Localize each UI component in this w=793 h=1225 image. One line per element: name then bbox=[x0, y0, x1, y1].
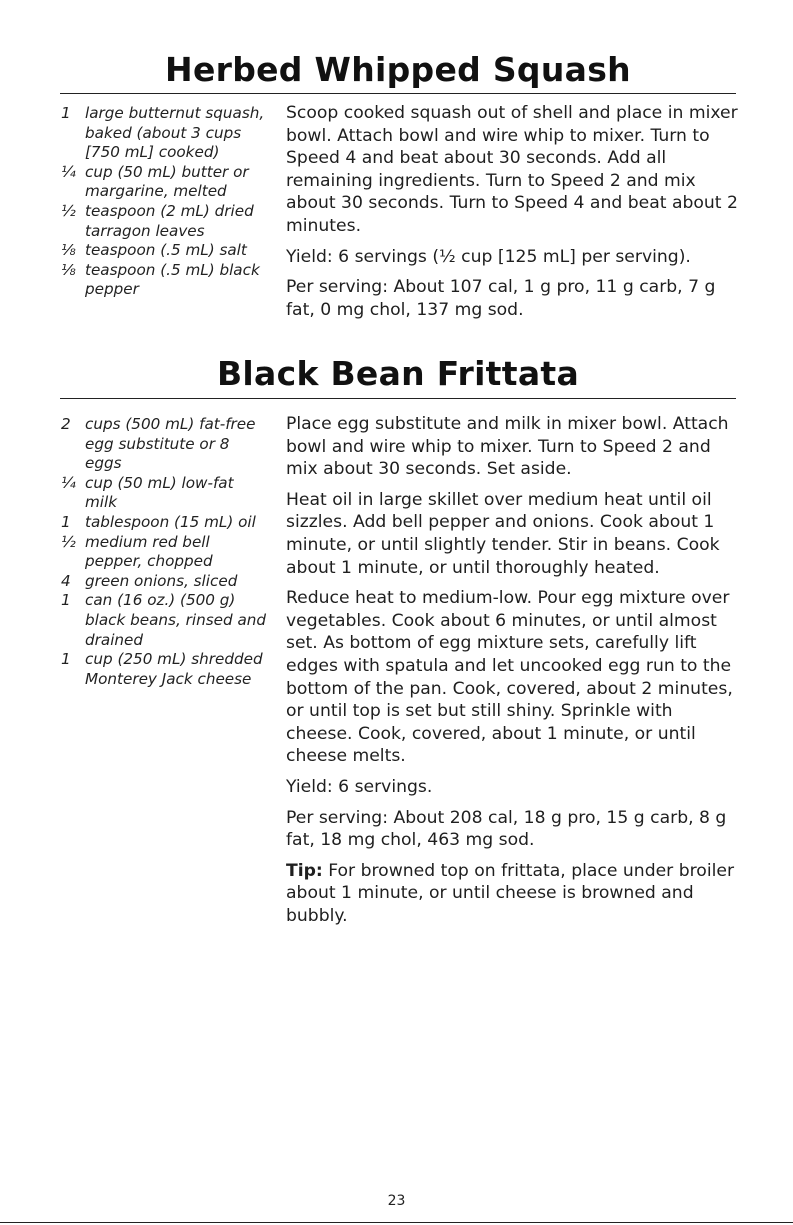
ingredient-quantity: ½ bbox=[61, 532, 76, 551]
ingredient-item bbox=[60, 513, 270, 533]
ingredient-item bbox=[60, 241, 270, 261]
recipe-title: Herbed Whipped Squash bbox=[165, 50, 631, 89]
ingredient-quantity: 2 bbox=[61, 415, 71, 433]
ingredient-quantity: 1 bbox=[61, 512, 71, 531]
instructions bbox=[286, 413, 741, 935]
tip-text: For browned top on frittata, place under broiler about 1 minute, or until cheese is browned and bubbly. bbox=[286, 860, 735, 926]
instruction-paragraph: Scoop cooked squash out of shell and place in mixer bowl. Attach bowl and wire whip to mixer. Turn to Speed 4 and beat about 30 seconds. Add all remaining ingredients. Turn to Speed 2 and mix about 30 seconds. Turn to Speed 4 and beat about 2 minutes. bbox=[286, 103, 738, 236]
yield-text: Yield: 6 servings. bbox=[286, 776, 433, 797]
tip-label: Tip: bbox=[286, 860, 323, 881]
ingredient-item bbox=[60, 650, 270, 689]
ingredient-text: cups (500 mL) fat-free egg substitute or 8 eggs bbox=[85, 415, 256, 473]
ingredient-text: cup (250 mL) shredded Monterey Jack cheese bbox=[85, 650, 263, 688]
ingredient-text: teaspoon (2 mL) dried tarragon leaves bbox=[85, 201, 254, 240]
ingredient-item bbox=[60, 163, 270, 202]
ingredient-text: cup (50 mL) butter or margarine, melted bbox=[85, 162, 249, 201]
ingredient-quantity: ½ bbox=[61, 201, 76, 220]
ingredient-list bbox=[60, 104, 270, 300]
ingredient-item bbox=[60, 572, 270, 592]
page-number: 23 bbox=[387, 1193, 406, 1209]
ingredient-quantity: 1 bbox=[61, 104, 71, 122]
ingredient-item bbox=[60, 261, 270, 300]
nutrition-text: Per serving: About 107 cal, 1 g pro, 11 g carb, 7 g fat, 0 mg chol, 137 mg sod. bbox=[286, 277, 716, 320]
ingredient-item bbox=[60, 104, 270, 163]
ingredient-text: teaspoon (.5 mL) salt bbox=[85, 241, 247, 260]
ingredient-quantity: ⅛ bbox=[61, 260, 76, 279]
ingredient-quantity: ¼ bbox=[61, 162, 76, 181]
ingredient-item bbox=[60, 533, 270, 572]
tip-paragraph bbox=[286, 860, 741, 928]
title-divider bbox=[60, 93, 736, 94]
ingredient-item bbox=[60, 591, 270, 650]
ingredient-quantity: ⅛ bbox=[61, 241, 76, 260]
ingredient-list bbox=[60, 415, 270, 689]
instruction-paragraph: Heat oil in large skillet over medium heat until oil sizzles. Add bell pepper and onions. Cook about 1 minute, or until slightly tender. Stir in beans. Cook about 1 minute, or until thoroughly heated. bbox=[286, 489, 720, 578]
ingredient-quantity: ¼ bbox=[61, 473, 76, 492]
nutrition-text: Per serving: About 208 cal, 18 g pro, 15 g carb, 8 g fat, 18 mg chol, 463 mg sod. bbox=[286, 807, 727, 851]
ingredient-item bbox=[60, 474, 270, 513]
ingredient-text: medium red bell pepper, chopped bbox=[85, 532, 213, 571]
ingredient-text: large butternut squash, baked (about 3 cups [750 mL] cooked) bbox=[85, 104, 265, 162]
bottom-divider bbox=[0, 1222, 793, 1223]
ingredient-quantity: 4 bbox=[61, 571, 71, 590]
recipe-title: Black Bean Frittata bbox=[216, 354, 580, 393]
instruction-paragraph: Reduce heat to medium-low. Pour egg mixture over vegetables. Cook about 6 minutes, or until almost set. As bottom of egg mixture sets, carefully lift edges with spatula and let uncooked egg run to the bottom of the pan. Cook, covered, about 2 minutes, or until top is set but still shiny. Sprinkle with cheese. Cook, covered, about 1 minute, or until cheese melts. bbox=[286, 588, 733, 767]
instruction-paragraph: Place egg substitute and milk in mixer bowl. Attach bowl and wire whip to mixer. Turn to Speed 2 and mix about 30 seconds. Set aside. bbox=[286, 414, 729, 480]
ingredient-text: tablespoon (15 mL) oil bbox=[85, 512, 256, 531]
instructions bbox=[286, 102, 741, 329]
ingredient-text: cup (50 mL) low-fat milk bbox=[85, 473, 234, 512]
ingredient-quantity: 1 bbox=[61, 650, 71, 669]
ingredient-quantity: 1 bbox=[61, 591, 71, 610]
ingredient-text: green onions, sliced bbox=[85, 571, 238, 590]
ingredient-text: can (16 oz.) (500 g) black beans, rinsed and drained bbox=[85, 591, 267, 649]
title-divider bbox=[60, 398, 736, 399]
ingredient-text: teaspoon (.5 mL) black pepper bbox=[85, 260, 260, 299]
ingredient-item bbox=[60, 202, 270, 241]
yield-text: Yield: 6 servings (½ cup [125 mL] per serving). bbox=[286, 246, 691, 267]
ingredient-item bbox=[60, 415, 270, 474]
